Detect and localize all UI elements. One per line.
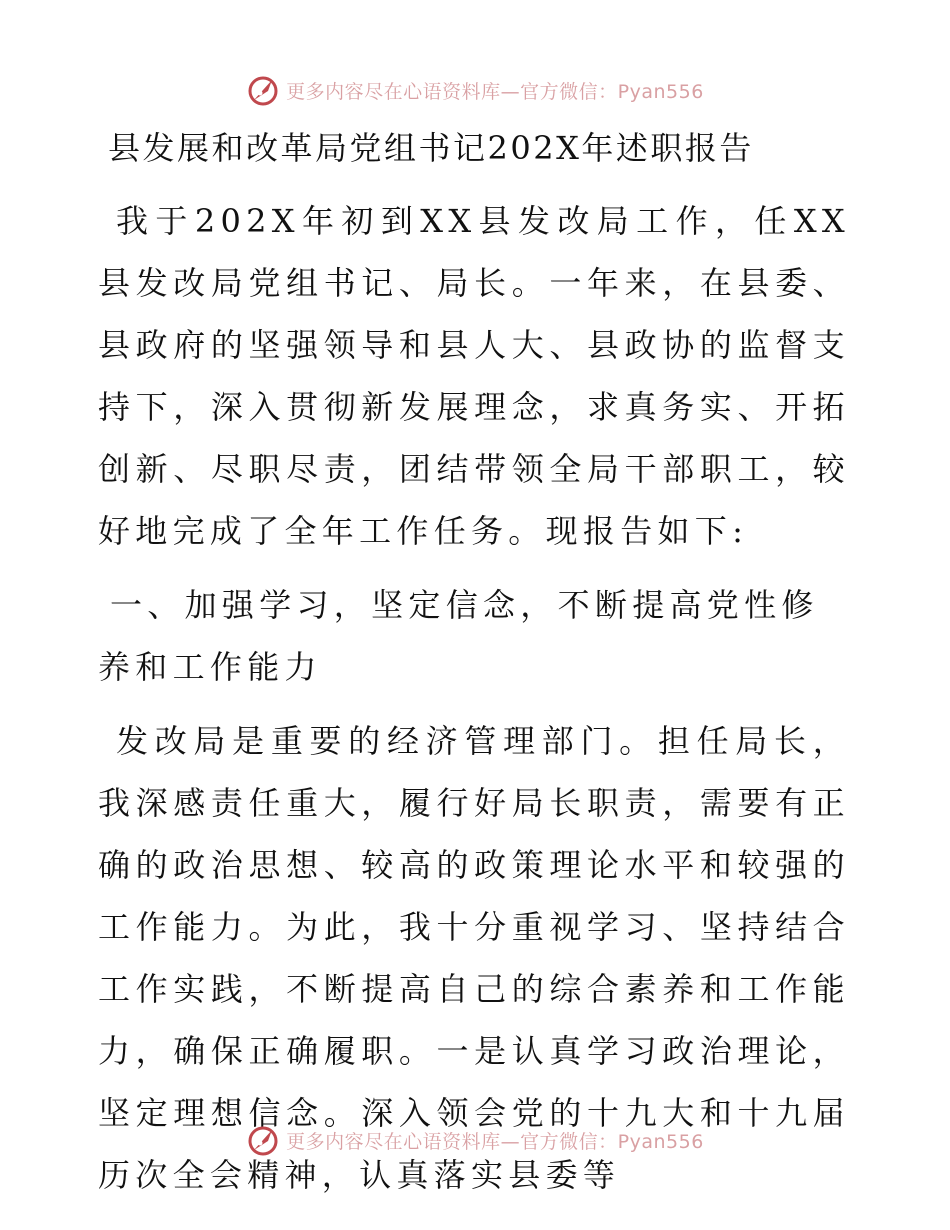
quill-in-circle-icon bbox=[246, 1123, 280, 1157]
document-title: 县发展和改革局党组书记202X年述职报告 bbox=[108, 129, 754, 167]
quill-in-circle-icon bbox=[246, 73, 280, 107]
watermark-header bbox=[0, 70, 950, 110]
section-paragraph: 发改局是重要的经济管理部门。担任局长，我深感责任重大，履行好局长职责，需要有正确的政治思想、较高的政策理论水平和较强的工作能力。为此，我十分重视学习、坚持结合工作实践，不断提高自己的综合素养和工作能力，确保正确履职。一是认真学习政治理论，坚定理想信念。深入领会党的十九大和十九届历次全会精神，认真落实县委等 bbox=[98, 722, 850, 1194]
watermark-footer bbox=[0, 1120, 950, 1160]
intro-paragraph: 我于202X年初到XX县发改局工作，任XX县发改局党组书记、局长。一年来，在县委、县政府的坚强领导和县人大、县政协的监督支持下，深入贯彻新发展理念，求真务实、开拓创新、尽职尽责，团结带领全局干部职工，较好地完成了全年工作任务。现报告如下: bbox=[98, 202, 850, 550]
watermark-text: 更多内容尽在心语资料库—官方微信：Pyan556 bbox=[286, 80, 704, 103]
watermark-text: 更多内容尽在心语资料库—官方微信：Pyan556 bbox=[286, 1130, 704, 1153]
document-body bbox=[98, 118, 850, 1218]
section-heading: 一、加强学习，坚定信念，不断提高党性修养和工作能力 bbox=[98, 586, 819, 686]
